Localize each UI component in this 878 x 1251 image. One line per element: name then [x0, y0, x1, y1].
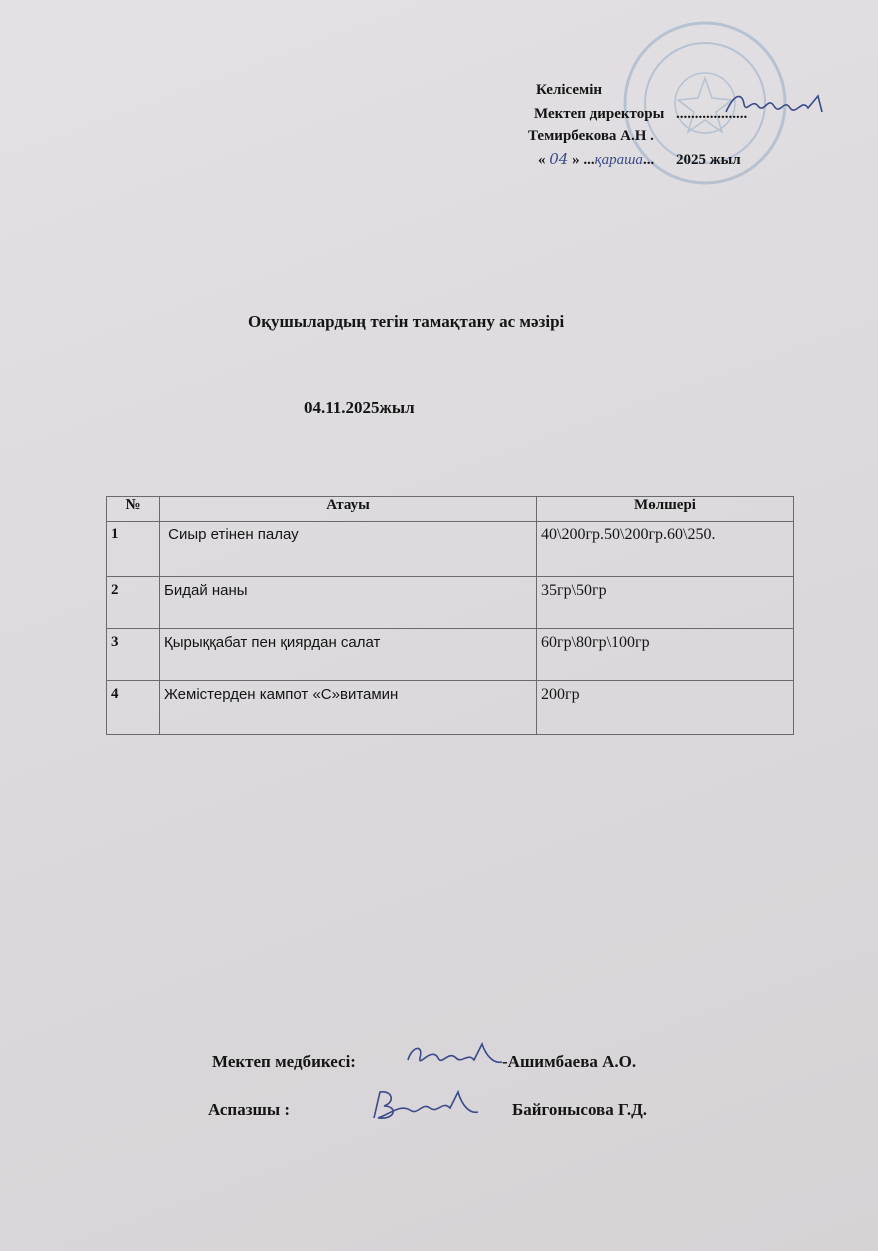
nurse-signature-icon — [402, 1036, 512, 1076]
row-amount: 35гр\50гр — [537, 577, 794, 629]
row-name: Жемістерден кампот «С»витамин — [160, 681, 537, 735]
table-row — [107, 629, 794, 681]
nurse-name: -Ашимбаева А.О. — [502, 1052, 637, 1071]
approval-director-line — [534, 104, 747, 124]
table-header-row — [107, 497, 794, 522]
director-label: Мектеп директоры — [534, 106, 665, 122]
header-amount: Мөлшері — [537, 497, 794, 522]
row-number: 4 — [107, 681, 160, 735]
date-month: қараша — [594, 152, 643, 168]
row-name: Сиыр етінен палау — [160, 522, 537, 577]
approval-agreed: Келісемін — [536, 82, 603, 98]
director-signature-icon — [722, 86, 832, 126]
row-amount: 40\200гр.50\200гр.60\250. — [537, 522, 794, 577]
row-amount: 200гр — [537, 681, 794, 735]
cook-signature-icon — [366, 1084, 486, 1130]
row-name: Бидай наны — [160, 577, 537, 629]
date-year: 2025 жыл — [675, 152, 741, 168]
menu-date: 04.11.2025жыл — [304, 398, 415, 417]
date-close: » ... — [572, 152, 595, 168]
page-title: Оқушылардың тегін тамақтану ас мәзірі — [248, 312, 565, 331]
approval-date-line — [538, 149, 741, 170]
director-name: Темирбекова А.Н . — [528, 128, 654, 144]
date-open: « — [538, 152, 546, 168]
cook-label: Аспазшы : — [208, 1100, 291, 1119]
date-day: 04 — [549, 150, 569, 168]
nurse-label: Мектеп медбикесі: — [212, 1052, 356, 1071]
menu-table — [106, 496, 794, 735]
row-number: 1 — [107, 522, 160, 577]
cook-name: Байгонысова Г.Д. — [512, 1100, 648, 1119]
header-name: Атауы — [160, 497, 537, 522]
table-row — [107, 577, 794, 629]
row-amount: 60гр\80гр\100гр — [537, 629, 794, 681]
date-tail: ... — [642, 152, 655, 168]
table-row — [107, 681, 794, 735]
row-number: 2 — [107, 577, 160, 629]
row-number: 3 — [107, 629, 160, 681]
director-dots: ................... — [676, 106, 748, 122]
row-name: Қырыққабат пен қиярдан салат — [160, 629, 537, 681]
table-row — [107, 522, 794, 577]
header-number: № — [107, 497, 160, 522]
